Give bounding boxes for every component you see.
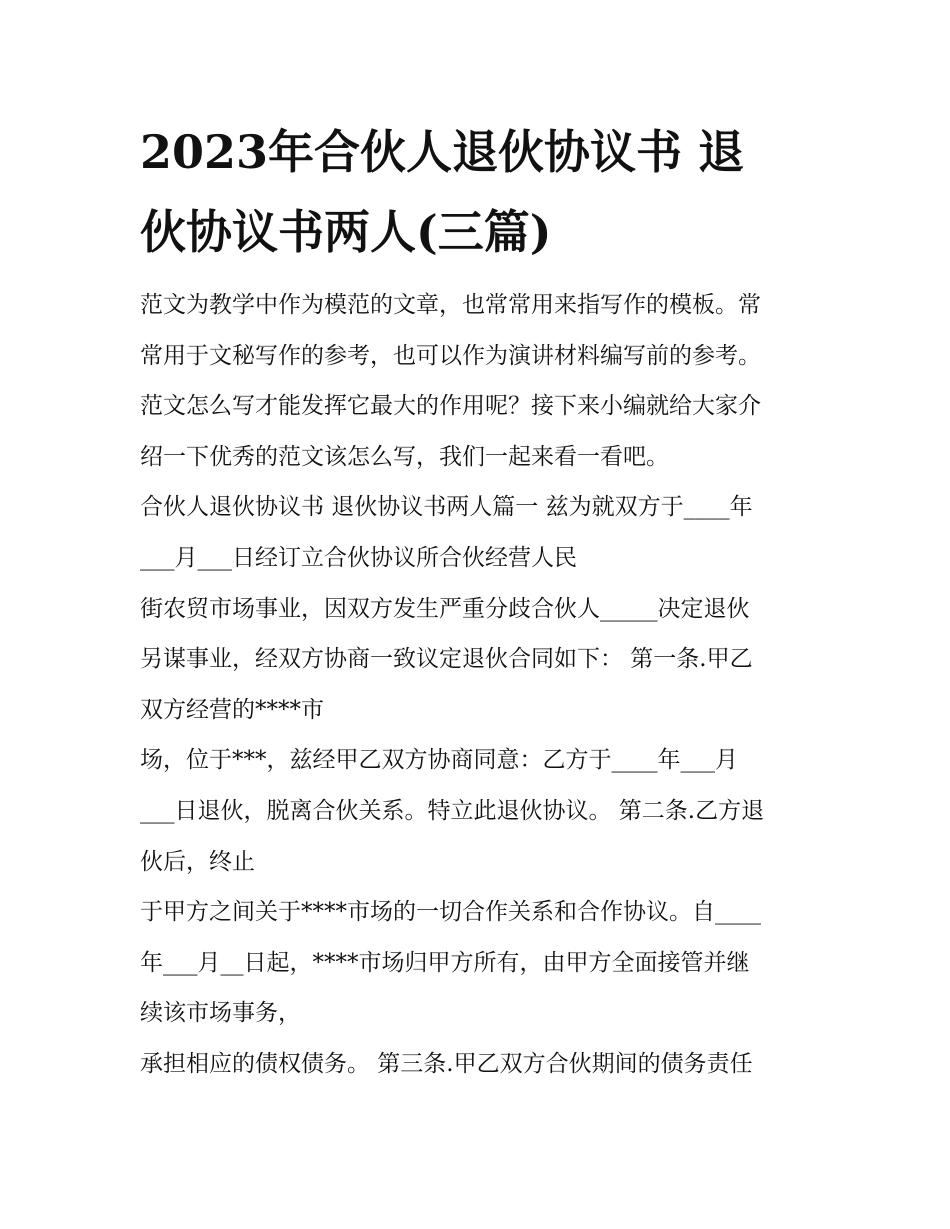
body-line: 伙后，终止 (140, 848, 255, 875)
body-line: 街农贸市场事业，因双方发生严重分歧合伙人_____决定退伙 (140, 595, 750, 622)
title-line: 2023年合伙人退伙协议书 退 (140, 125, 745, 179)
body-line: 续该市场事务， (140, 1000, 301, 1027)
body-line: 年___月__日起，****市场归甲方所有，由甲方全面接管并继 (140, 949, 750, 976)
title-line: 伙协议书两人(三篇) (140, 205, 552, 259)
body-line: 双方经营的****市 (140, 696, 324, 723)
body-line: 绍一下优秀的范文该怎么写，我们一起来看一看吧。 (140, 443, 669, 470)
body-line: 承担相应的债权债务。 第三条.甲乙双方合伙期间的债务责任 (140, 1050, 753, 1077)
body-line: 范文为教学中作为模范的文章，也常常用来指写作的模板。常 (140, 292, 761, 318)
body-line: 合伙人退伙协议书 退伙协议书两人篇一 兹为就双方于____年 (140, 494, 753, 521)
body-line: 另谋事业，经双方协商一致议定退伙合同如下： 第一条.甲乙 (140, 646, 753, 673)
body-line: 范文怎么写才能发挥它最大的作用呢？接下来小编就给大家介 (140, 393, 761, 420)
body-line: ___日退伙，脱离合伙关系。特立此退伙协议。 第二条.乙方退 (140, 797, 765, 824)
body-line: 常用于文秘写作的参考，也可以作为演讲材料编写前的参考。 (140, 342, 761, 369)
document-body (140, 280, 820, 1090)
body-line: 于甲方之间关于****市场的一切合作关系和合作协议。自____ (140, 899, 761, 926)
body-line: 场，位于***，兹经甲乙双方协商同意：乙方于____年___月 (140, 747, 738, 774)
body-line: ___月___日经订立合伙协议所合伙经营人民 (140, 544, 577, 571)
document-title (140, 112, 840, 272)
